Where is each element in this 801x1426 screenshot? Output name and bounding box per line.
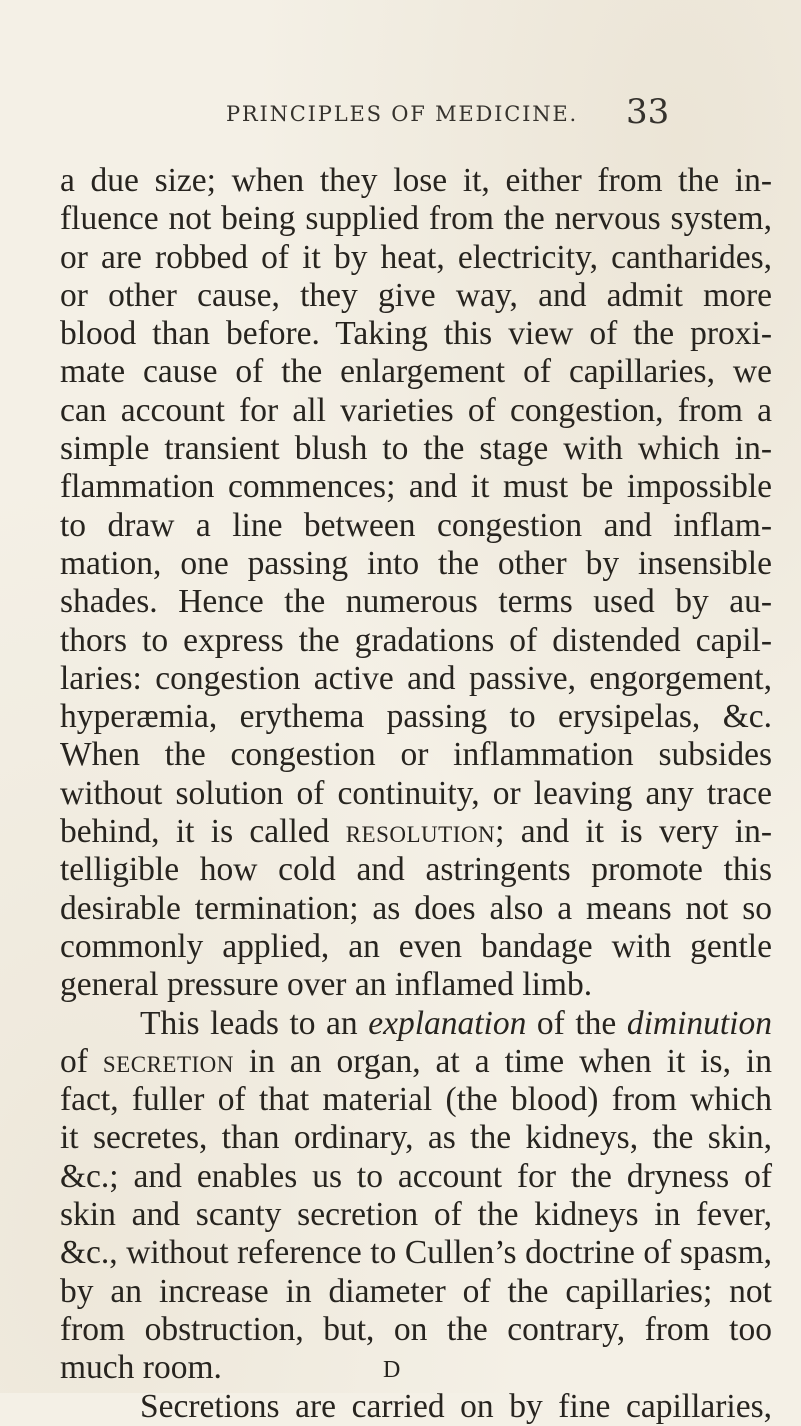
text-line: mate cause of the enlargement of capillaries, we bbox=[60, 353, 772, 391]
page-number: 33 bbox=[626, 92, 670, 132]
text-line: it secretes, than ordinary, as the kidneys, the skin, bbox=[60, 1119, 772, 1157]
text-line: thors to express the gradations of distended capil- bbox=[60, 621, 772, 659]
text-line: laries: congestion active and passive, engorgement, bbox=[60, 659, 772, 697]
small-caps-term: secretion bbox=[102, 1042, 234, 1080]
text-line: fluence not being supplied from the nervous system, bbox=[60, 200, 772, 238]
text-line: or other cause, they give way, and admit more bbox=[60, 276, 772, 314]
text-line: from obstruction, but, on the contrary, from too bbox=[60, 1310, 772, 1348]
running-title: PRINCIPLES OF MEDICINE. bbox=[226, 102, 579, 126]
text-line: &c.; and enables us to account for the dryness of bbox=[60, 1157, 772, 1195]
text-line: without solution of continuity, or leaving any trace bbox=[60, 774, 772, 812]
text-line: desirable termination; as does also a means not so bbox=[60, 889, 772, 927]
text-line: fact, fuller of that material (the blood) from which bbox=[60, 1081, 772, 1119]
text-line: When the congestion or inflammation subsides bbox=[60, 736, 772, 774]
text-line: or are robbed of it by heat, electricity, cantharides, bbox=[60, 238, 772, 276]
text-line: hyperæmia, erythema passing to erysipelas, &c. bbox=[60, 698, 772, 736]
body-text bbox=[60, 162, 772, 1426]
text-line: general pressure over an inflamed limb. bbox=[60, 966, 593, 1004]
text-line: by an increase in diameter of the capillaries; not bbox=[60, 1272, 772, 1310]
text-line: to draw a line between congestion and inflam- bbox=[60, 506, 772, 544]
italic-term: diminution bbox=[626, 1004, 772, 1042]
text-line bbox=[60, 1005, 772, 1043]
signature-mark: D bbox=[383, 1357, 401, 1383]
text-segment: in an organ, at a time when it is, in bbox=[233, 1042, 772, 1080]
text-segment: behind, it is called bbox=[60, 813, 330, 851]
italic-term: explanation bbox=[368, 1004, 527, 1042]
text-line: much room. bbox=[60, 1349, 222, 1387]
text-line: can account for all varieties of congestion, from a bbox=[60, 391, 772, 429]
text-line: skin and scanty secretion of the kidneys in fever, bbox=[60, 1196, 772, 1234]
small-caps-term: resolution bbox=[345, 813, 496, 851]
text-line: mation, one passing into the other by insensible bbox=[60, 544, 772, 582]
text-line: commonly applied, an even bandage with gentle bbox=[60, 927, 772, 965]
text-segment: of bbox=[60, 1042, 103, 1080]
text-line: telligible how cold and astringents promote this bbox=[60, 851, 772, 889]
text-line: &c., without reference to Cullen’s doctrine of spasm, bbox=[60, 1234, 772, 1272]
text-line: flammation commences; and it must be impossible bbox=[60, 468, 772, 506]
text-segment: This leads to an bbox=[140, 1004, 369, 1042]
text-line: a due size; when they lose it, either from the in- bbox=[60, 162, 772, 199]
text-segment: ; and it is very in- bbox=[495, 813, 773, 851]
text-line bbox=[60, 813, 772, 851]
text-line: Secretions are carried on by fine capillaries, bbox=[140, 1387, 772, 1425]
text-line bbox=[60, 1043, 772, 1081]
text-line: blood than before. Taking this view of the proxi- bbox=[60, 315, 772, 353]
running-head bbox=[0, 92, 801, 142]
text-line: shades. Hence the numerous terms used by au- bbox=[60, 583, 772, 621]
text-line: simple transient blush to the stage with which in- bbox=[60, 430, 772, 468]
text-segment: of the bbox=[526, 1004, 627, 1042]
